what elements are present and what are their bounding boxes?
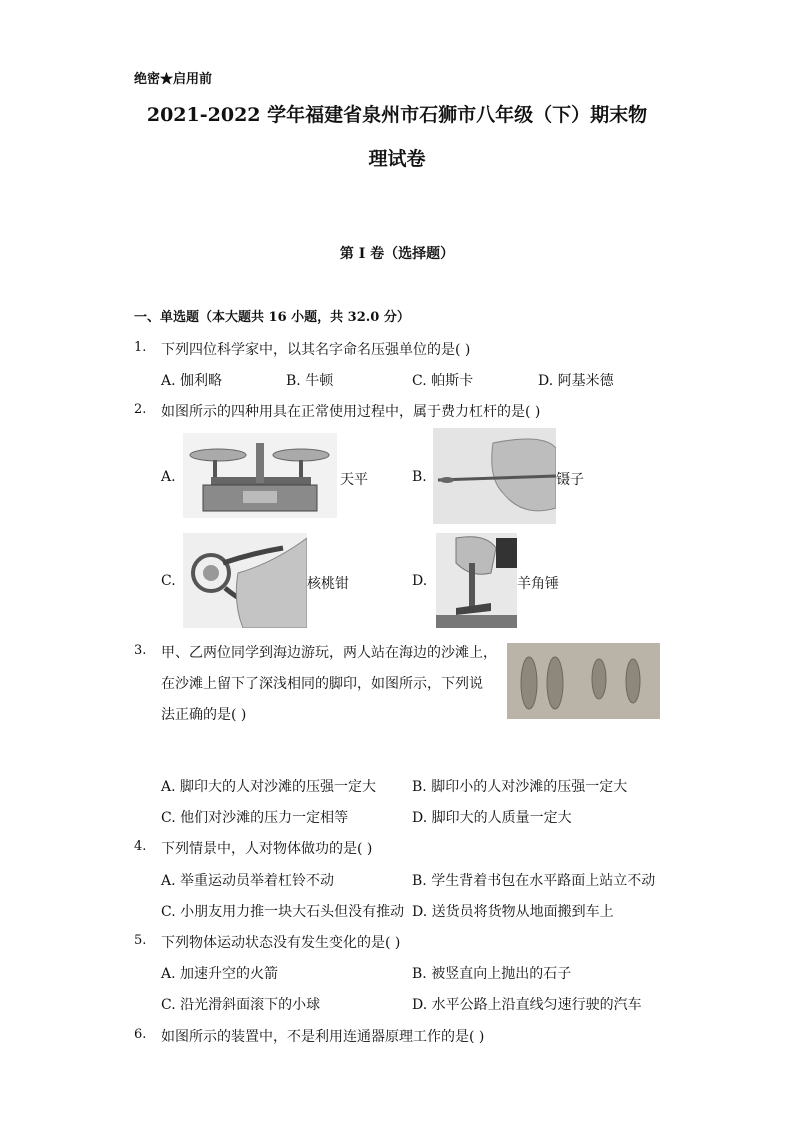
question-number: 4. <box>134 839 147 854</box>
question-text: 下列情景中，人对物体做功的是( ) <box>161 841 373 857</box>
option-b: B. 牛顿 <box>286 373 334 389</box>
option-d: D. <box>412 573 428 589</box>
balance-scale-image <box>183 433 337 518</box>
question-number: 1. <box>134 340 147 355</box>
option-c: C. 小朋友用力推一块大石头但没有推动 <box>161 904 405 920</box>
option-a: A. 伽利略 <box>161 373 223 389</box>
footprints-image <box>507 643 660 719</box>
question-number: 2. <box>134 402 147 417</box>
option-a: A. 举重运动员举着杠铃不动 <box>161 873 335 889</box>
image-label-tweezers: 镊子 <box>556 472 584 488</box>
section-heading: 一、单选题（本大题共 16 小题，共 32.0 分） <box>134 310 410 325</box>
question-text: 如图所示的装置中，不是利用连通器原理工作的是( ) <box>161 1029 485 1045</box>
option-d: D. 阿基米德 <box>538 373 614 389</box>
claw-hammer-image <box>436 533 517 628</box>
question-number: 5. <box>134 933 147 948</box>
secret-label: 绝密★启用前 <box>134 72 213 87</box>
question-text: 下列四位科学家中，以其名字命名压强单位的是( ) <box>161 342 471 358</box>
tweezers-image <box>433 428 556 524</box>
option-d: D. 脚印大的人质量一定大 <box>412 810 572 826</box>
option-c: C. 他们对沙滩的压力一定相等 <box>161 810 349 826</box>
option-a: A. <box>161 469 176 485</box>
image-label-balance: 天平 <box>340 472 368 488</box>
image-label-hammer: 羊角锤 <box>517 576 559 592</box>
option-d: D. 水平公路上沿直线匀速行驶的汽车 <box>412 997 642 1013</box>
page-title-line-2: 理试卷 <box>368 148 426 170</box>
question-text-line-3: 法正确的是( ) <box>161 707 247 723</box>
volume-heading: 第 I 卷（选择题） <box>339 246 455 262</box>
option-d: D. 送货员将货物从地面搬到车上 <box>412 904 614 920</box>
image-label-nutcracker: 核桃钳 <box>307 576 349 592</box>
option-c: C. 帕斯卡 <box>412 373 474 389</box>
option-b: B. 被竖直向上抛出的石子 <box>412 966 572 982</box>
question-text-line-2: 在沙滩上留下了深浅相同的脚印，如图所示，下列说 <box>161 676 483 692</box>
question-text: 下列物体运动状态没有发生变化的是( ) <box>161 935 401 951</box>
question-text-line-1: 甲、乙两位同学到海边游玩，两人站在海边的沙滩上， <box>161 645 497 661</box>
option-b: B. 学生背着书包在水平路面上站立不动 <box>412 873 656 889</box>
nutcracker-image <box>183 533 307 628</box>
option-a: A. 加速升空的火箭 <box>161 966 279 982</box>
question-number: 6. <box>134 1027 147 1042</box>
option-c: C. <box>161 573 176 589</box>
option-a: A. 脚印大的人对沙滩的压强一定大 <box>161 779 377 795</box>
page-title-line-1: 2021-2022 学年福建省泉州市石狮市八年级（下）期末物 <box>146 104 648 126</box>
option-b: B. 脚印小的人对沙滩的压强一定大 <box>412 779 628 795</box>
option-c: C. 沿光滑斜面滚下的小球 <box>161 997 321 1013</box>
option-b: B. <box>412 469 427 485</box>
question-text: 如图所示的四种用具在正常使用过程中，属于费力杠杆的是( ) <box>161 404 541 420</box>
question-number: 3. <box>134 643 147 658</box>
